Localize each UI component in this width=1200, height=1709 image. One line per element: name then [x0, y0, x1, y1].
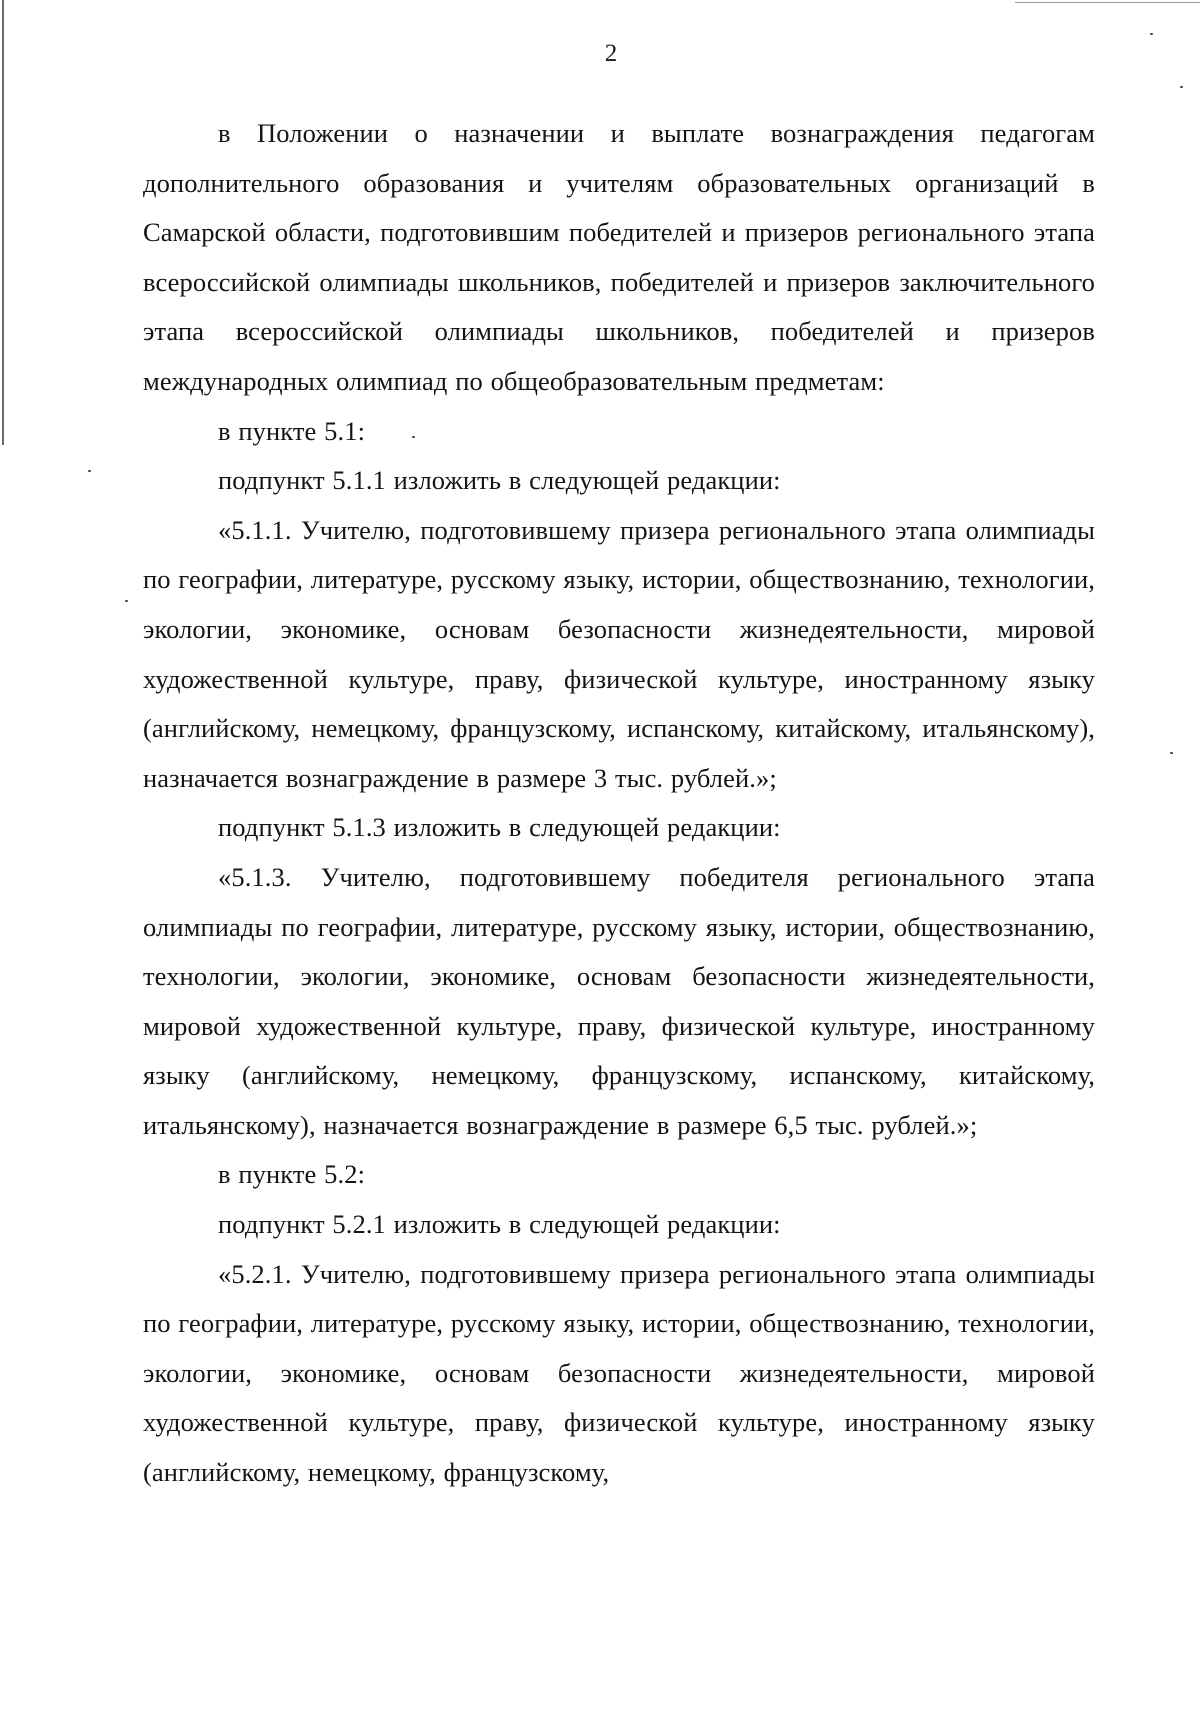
paragraph-intro: в Положении о назначении и выплате вознаграждения педагогам дополнительного образования и учителям образовательных организаций в Самарской области, подготовившим победителей и призеров регионального этапа всероссийской олимпиады школьников, победителей и призеров заключительного этапа всероссийской олимпиады школьников, победителей и призеров международных олимпиад по общеобразовательным предметам:: [143, 118, 1095, 396]
paragraph-point-5-2: в пункте 5.2:: [218, 1159, 366, 1190]
scan-speck: [1180, 86, 1183, 88]
scan-speck: [88, 470, 91, 472]
paragraph-subpoint-5-1-1-text: «5.1.1. Учителю, подготовившему призера регионального этапа олимпиады по географии, литературе, русскому языку, истории, обществознанию, технологии, экологии, экономике, основам безопасности жизнедеятельности, мировой художественной культуре, праву, физической культуре, иностранному языку (английскому, немецкому, французскому, испанскому, китайскому, итальянскому), назначается вознаграждение в размере 3 тыс. рублей.»;: [143, 514, 1095, 793]
paragraph-point-5-1: в пункте 5.1:: [218, 415, 366, 446]
paragraph-subpoint-5-2-1-text: «5.2.1. Учителю, подготовившему призера регионального этапа олимпиады по географии, литературе, русскому языку, истории, обществознанию, технологии, экологии, экономике, основам безопасности жизнедеятельности, мировой художественной культуре, праву, физической культуре, иностранному языку (английскому, немецкому, французскому,: [143, 1258, 1095, 1488]
scan-speck: [125, 600, 128, 602]
page-number: 2: [604, 40, 618, 67]
paragraph-subpoint-5-1-3-text: «5.1.3. Учителю, подготовившему победителя регионального этапа олимпиады по географии, литературе, русскому языку, истории, обществознанию, технологии, экологии, экономике, основам безопасности жизнедеятельности, мировой художественной культуре, праву, физической культуре, иностранному языку (английскому, немецкому, французскому, испанскому, китайскому, итальянскому), назначается вознаграждение в размере 6,5 тыс. рублей.»;: [143, 861, 1095, 1140]
scan-speck: [1150, 33, 1153, 35]
document-body: [143, 109, 1095, 1498]
paragraph-subpoint-5-2-1-intro: подпункт 5.2.1 изложить в следующей редакции:: [218, 1209, 781, 1240]
scan-speck: [1170, 752, 1173, 754]
paragraph-subpoint-5-1-3-intro: подпункт 5.1.3 изложить в следующей редакции:: [218, 812, 781, 843]
paragraph-subpoint-5-1-1-intro: подпункт 5.1.1 изложить в следующей редакции:: [218, 465, 781, 496]
scan-edge-top: [1015, 2, 1200, 3]
